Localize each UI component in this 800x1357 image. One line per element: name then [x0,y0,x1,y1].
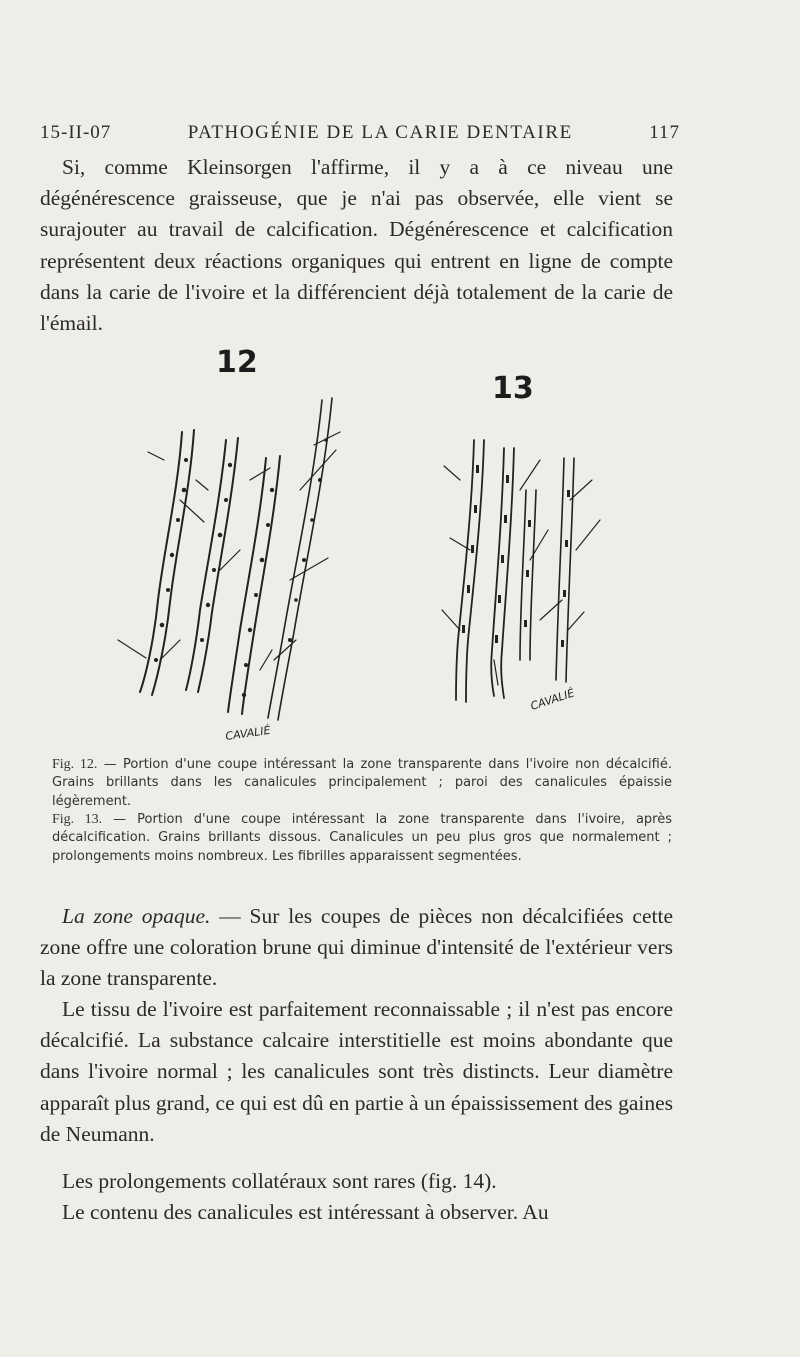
figure-illustrations [100,340,620,755]
paragraph-prolongements: Les prolongements collatéraux sont rares (fig. 14). [62,1169,497,1193]
caption-figure-13 [52,811,672,866]
paragraph-zone-opaque-text: — Sur les coupes de pièces non décalcifiées cette zone offre une coloration brune qui diminue d'intensité de l'extérieur vers la zone transparente. [40,904,673,991]
caption-figure-12-lead: Fig. 12. [52,757,98,772]
paragraph-contenu-canalicules: Le contenu des canalicules est intéressant à observer. Au [62,1200,549,1224]
caption-figure-13-text: — Portion d'une coupe intéressant la zone transparente dans l'ivoire, après décalcification. Grains brillants dissous. Canalicules un peu plus gros que normalement ; prolongements moins nombreux. Les fibrilles apparaissent segmentées. [52,812,672,864]
figure-13-drawing [442,440,600,702]
issue-date: 15-II-07 [40,122,112,143]
paragraph-degenerescence: Si, comme Kleinsorgen l'affirme, il y a à ce niveau une dégénérescence graisseuse, que je n'ai pas observée, elle vient se surajouter au travail de calcification. Dégénérescence et calcification représentent deux réactions organiques qui entrent en ligne de compte dans la carie de l'ivoire et la différencient déjà totalement de la carie de l'émail. [40,155,673,336]
signature-figure-12: CAVALIÉ [224,723,272,743]
dentin-tubules-drawing [100,340,620,755]
figure-12-number: 12 [216,345,258,380]
paragraph-zone-opaque [40,901,673,995]
caption-figure-12-text: — Portion d'une coupe intéressant la zone transparente dans l'ivoire non décalcifié. Grains brillants dans les canalicules principalement ; paroi des canalicules épaissie légèrement. [52,757,672,809]
figure-13-grains [462,465,570,647]
section-heading-zone-opaque: La zone opaque. [62,904,211,928]
figure-12-grains [154,438,328,697]
page-number: 117 [649,122,680,143]
figure-12-drawing [118,398,340,720]
figure-13-number: 13 [492,371,534,406]
paragraph-tissu-ivoire: Le tissu de l'ivoire est parfaitement reconnaissable ; il n'est pas encore décalcifié. La substance calcaire interstitielle est moins abondante que dans l'ivoire normal ; les canalicules sont très distincts. Leur diamètre apparaît plus grand, ce qui est dû en partie à un épaississement des gaines de Neumann. [40,997,673,1146]
running-head [40,122,680,144]
caption-figure-12 [52,756,672,811]
caption-figure-13-lead: Fig. 13. [52,812,103,827]
running-title: PATHOGÉNIE DE LA CARIE DENTAIRE [187,122,573,143]
signature-figure-13: CAVALIÉ [528,686,577,713]
